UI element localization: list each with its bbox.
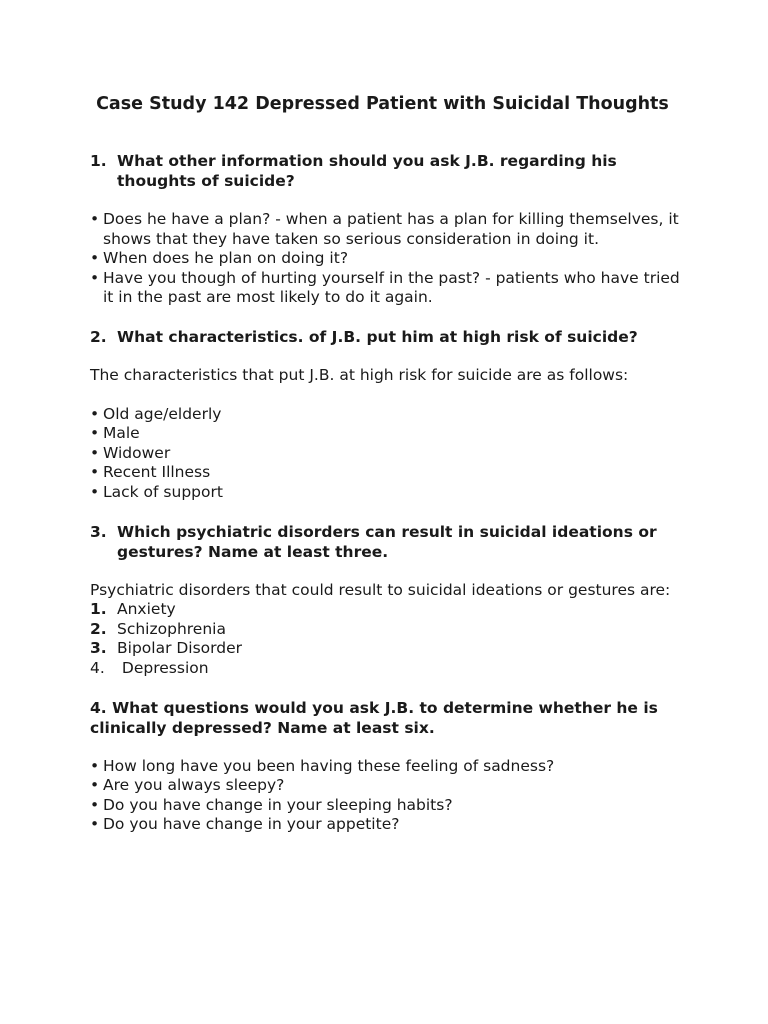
question-1-answers bbox=[90, 210, 690, 308]
list-item: • Lack of support bbox=[90, 482, 223, 501]
list-item: • Do you have change in your appetite? bbox=[90, 815, 400, 834]
bullet-icon: • bbox=[90, 404, 100, 423]
question-1-text: What other information should you ask J.B. regarding his thoughts of suicide? bbox=[117, 152, 617, 190]
bullet-icon: • bbox=[90, 463, 100, 482]
question-2-text: What characteristics. of J.B. put him at high risk of suicide? bbox=[117, 327, 638, 346]
bullet-icon: • bbox=[90, 424, 100, 443]
document-title: Case Study 142 Depressed Patient with Suicidal Thoughts bbox=[90, 94, 669, 114]
question-3-text: Which psychiatric disorders can result in suicidal ideations or gestures? Name at least three. bbox=[117, 522, 657, 561]
bullet-icon: • bbox=[90, 756, 100, 775]
question-3-answers bbox=[90, 600, 690, 678]
list-item: 3. Bipolar Disorder bbox=[90, 639, 243, 658]
bullet-icon: • bbox=[90, 210, 100, 228]
list-item: • Male bbox=[90, 424, 140, 443]
document-page bbox=[90, 93, 690, 854]
list-item: • Widower bbox=[90, 443, 171, 462]
list-item: • Have you though of hurting yourself in the past? - patients who have tried it in the past are most likely to do it again. bbox=[90, 268, 680, 307]
question-2-number: 2. bbox=[90, 327, 107, 346]
list-item: • Do you have change in your sleeping habits? bbox=[90, 795, 453, 814]
list-item: • Old age/elderly bbox=[90, 404, 222, 423]
list-item: 4. Depression bbox=[90, 658, 209, 677]
bullet-icon: • bbox=[90, 268, 100, 287]
question-3-number: 3. bbox=[90, 522, 107, 541]
list-item: • Are you always sleepy? bbox=[90, 776, 285, 795]
question-3 bbox=[90, 522, 690, 562]
bullet-icon: • bbox=[90, 776, 100, 795]
list-item: • Does he have a plan? - when a patient has a plan for killing themselves, it shows that they have taken so serious consideration in doing it. bbox=[90, 210, 679, 248]
list-item: 1. Anxiety bbox=[90, 600, 176, 619]
question-1 bbox=[90, 151, 690, 191]
bullet-icon: • bbox=[90, 482, 100, 501]
question-2 bbox=[90, 327, 690, 347]
bullet-icon: • bbox=[90, 795, 100, 814]
list-item: • How long have you been having these feeling of sadness? bbox=[90, 756, 555, 775]
list-item: • When does he plan on doing it? bbox=[90, 249, 349, 268]
question-2-intro: The characteristics that put J.B. at high risk for suicide are as follows: bbox=[90, 365, 629, 384]
bullet-icon: • bbox=[90, 249, 100, 268]
question-2-answers bbox=[90, 405, 690, 503]
bullet-icon: • bbox=[90, 443, 100, 462]
question-3-intro: Psychiatric disorders that could result to suicidal ideations or gestures are: bbox=[90, 580, 671, 599]
question-4-answers bbox=[90, 757, 690, 835]
bullet-icon: • bbox=[90, 815, 100, 834]
question-1-number: 1. bbox=[90, 152, 107, 170]
question-4-text: 4. What questions would you ask J.B. to determine whether he is clinically depressed? Name at least six. bbox=[90, 698, 658, 737]
list-item: • Recent Illness bbox=[90, 463, 211, 482]
list-item: 2. Schizophrenia bbox=[90, 619, 226, 638]
